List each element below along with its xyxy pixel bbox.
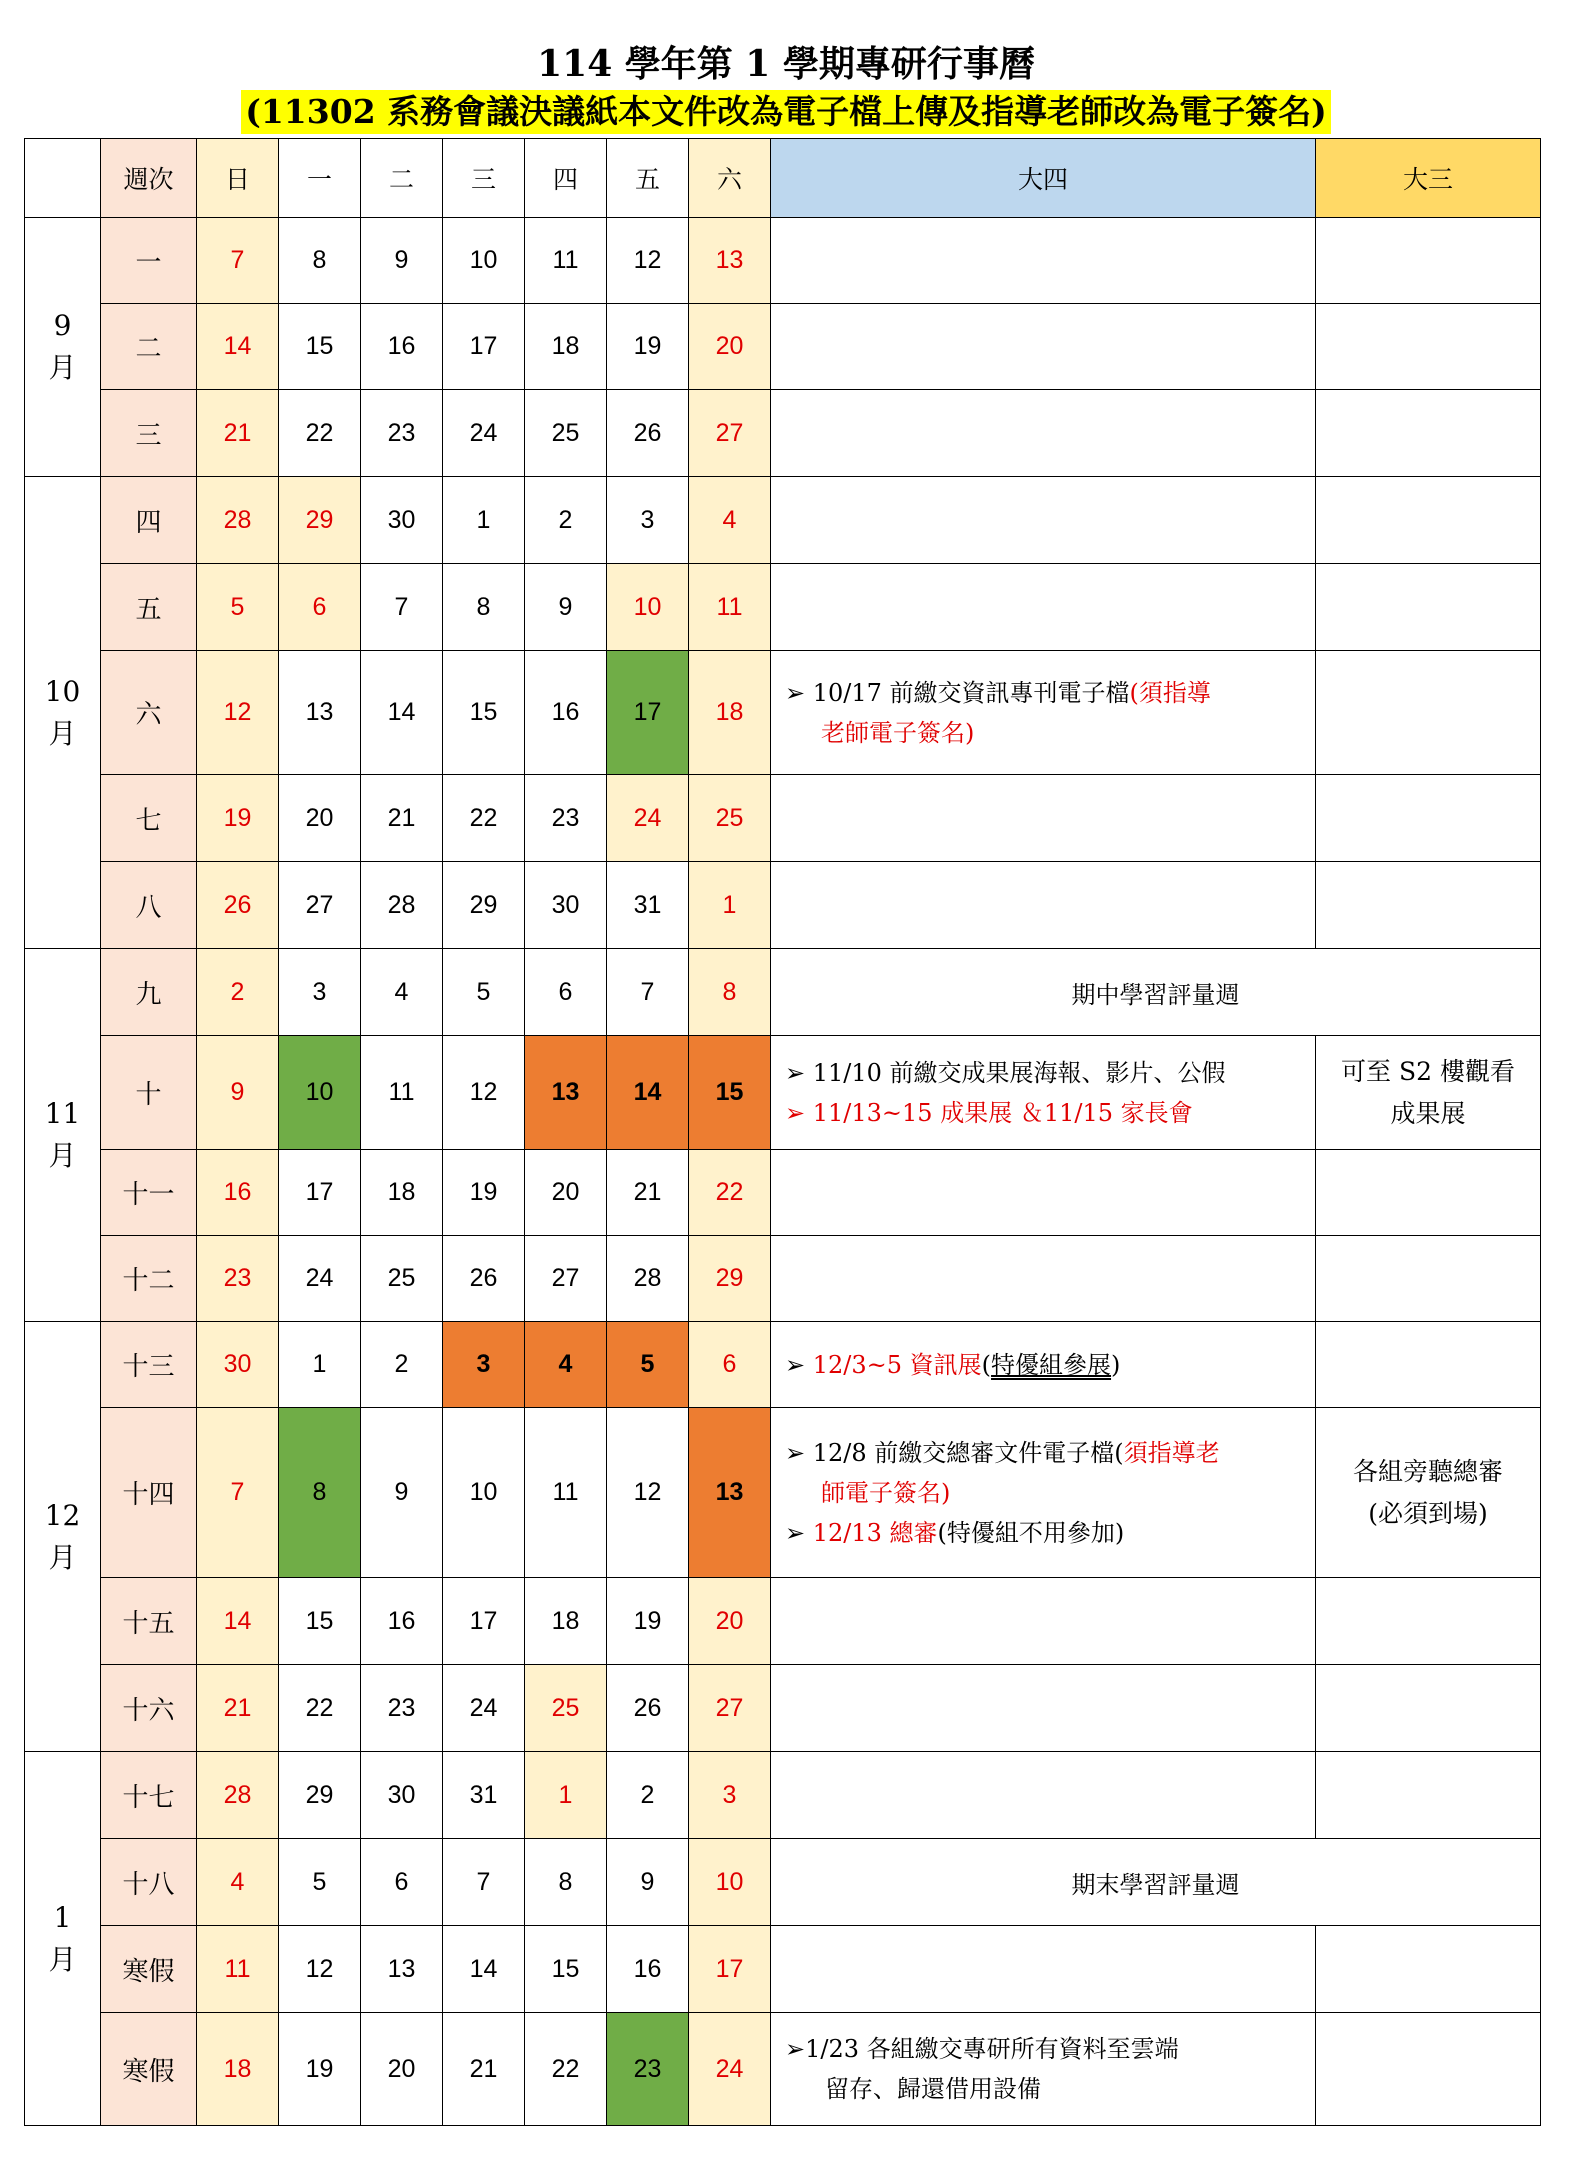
week-label: 十五 (101, 1578, 197, 1665)
week-row (25, 1408, 1541, 1578)
day-cell: 1 (443, 477, 525, 564)
month-nov (25, 949, 101, 1322)
junior-w10-1: 可至 S2 樓觀看 (1341, 1056, 1515, 1086)
week-label: 三 (101, 390, 197, 477)
day-cell: 20 (689, 1578, 771, 1665)
week-label: 一 (101, 218, 197, 304)
day-cell: 22 (443, 775, 525, 862)
week-row (25, 1752, 1541, 1839)
day-cell: 11 (525, 1408, 607, 1578)
month-number: 12 (44, 1498, 81, 1532)
event-w6-b: (須指導 (1129, 678, 1211, 707)
senior-event (771, 1665, 1316, 1752)
junior-event (1316, 1150, 1541, 1236)
month-number: 10 (44, 674, 81, 708)
day-cell: 9 (361, 218, 443, 304)
junior-w14-1: 各組旁聽總審 (1352, 1456, 1503, 1486)
day-cell: 30 (525, 862, 607, 949)
day-cell: 7 (361, 564, 443, 651)
event-w6-a: 10/17 前繳交資訊專刊電子檔 (812, 678, 1130, 707)
day-cell: 25 (525, 390, 607, 477)
month-number: 1 (53, 1900, 72, 1934)
day-cell: 1 (525, 1752, 607, 1839)
day-cell: 9 (197, 1036, 279, 1150)
month-char: 月 (48, 716, 77, 750)
week-row (25, 651, 1541, 775)
week-row (25, 862, 1541, 949)
week-row (25, 1578, 1541, 1665)
day-cell: 25 (689, 775, 771, 862)
header-wed: 三 (443, 139, 525, 218)
day-cell: 21 (443, 2013, 525, 2126)
exam-week-note: 期末學習評量週 (771, 1839, 1541, 1926)
day-cell: 26 (607, 390, 689, 477)
senior-event (771, 564, 1316, 651)
week-label: 十 (101, 1036, 197, 1150)
week-label: 六 (101, 651, 197, 775)
header-thu: 四 (525, 139, 607, 218)
day-cell: 18 (525, 1578, 607, 1665)
junior-event (1316, 1665, 1541, 1752)
day-cell: 19 (443, 1150, 525, 1236)
senior-event (771, 304, 1316, 390)
junior-w14-2: (必須到場) (1368, 1498, 1488, 1528)
header-month (25, 139, 101, 218)
day-cell: 11 (361, 1036, 443, 1150)
senior-event (771, 1236, 1316, 1322)
day-cell: 23 (525, 775, 607, 862)
day-cell: 27 (689, 1665, 771, 1752)
event-w14-b: 須指導老 (1123, 1438, 1220, 1467)
day-cell: 8 (279, 1408, 361, 1578)
junior-event (1316, 1408, 1541, 1578)
day-cell: 14 (197, 304, 279, 390)
event-w13-a: 12/3~5 資訊展 (812, 1350, 982, 1379)
week-row (25, 949, 1541, 1036)
day-cell: 25 (361, 1236, 443, 1322)
day-cell: 21 (197, 1665, 279, 1752)
day-cell: 16 (361, 1578, 443, 1665)
event-w10-a: 11/10 前繳交成果展海報、影片、公假 (812, 1058, 1226, 1087)
day-cell: 7 (443, 1839, 525, 1926)
junior-event (1316, 564, 1541, 651)
day-cell: 18 (361, 1150, 443, 1236)
senior-event (771, 390, 1316, 477)
week-label: 八 (101, 862, 197, 949)
day-cell: 12 (607, 1408, 689, 1578)
senior-event (771, 1752, 1316, 1839)
day-cell: 2 (361, 1322, 443, 1408)
day-cell: 28 (607, 1236, 689, 1322)
day-cell: 12 (279, 1926, 361, 2013)
day-cell: 10 (689, 1839, 771, 1926)
day-cell: 2 (607, 1752, 689, 1839)
week-label: 七 (101, 775, 197, 862)
day-cell: 24 (443, 390, 525, 477)
day-cell: 13 (525, 1036, 607, 1150)
day-cell: 15 (279, 1578, 361, 1665)
junior-event (1316, 2013, 1541, 2126)
calendar-table (24, 138, 1541, 2126)
senior-event: ➢ 12/3~5 資訊展(特優組參展) (771, 1322, 1316, 1408)
day-cell: 28 (197, 1752, 279, 1839)
junior-event (1316, 1236, 1541, 1322)
day-cell: 14 (361, 651, 443, 775)
header-senior: 大四 (771, 139, 1316, 218)
day-cell: 12 (607, 218, 689, 304)
event-w20-a: 1/23 各組繳交專研所有資料至雲端 (805, 2035, 1179, 2063)
day-cell: 19 (197, 775, 279, 862)
week-row (25, 1236, 1541, 1322)
day-cell: 15 (279, 304, 361, 390)
day-cell: 20 (689, 304, 771, 390)
day-cell: 24 (279, 1236, 361, 1322)
day-cell: 4 (197, 1839, 279, 1926)
day-cell: 23 (607, 2013, 689, 2126)
junior-event (1316, 304, 1541, 390)
month-char: 月 (48, 1540, 77, 1574)
day-cell: 28 (361, 862, 443, 949)
day-cell: 9 (525, 564, 607, 651)
day-cell: 8 (689, 949, 771, 1036)
week-label: 五 (101, 564, 197, 651)
day-cell: 10 (443, 218, 525, 304)
day-cell: 21 (197, 390, 279, 477)
day-cell: 23 (361, 1665, 443, 1752)
day-cell: 16 (361, 304, 443, 390)
week-label: 寒假 (101, 1926, 197, 2013)
day-cell: 16 (607, 1926, 689, 2013)
day-cell: 28 (197, 477, 279, 564)
day-cell: 3 (443, 1322, 525, 1408)
day-cell: 21 (361, 775, 443, 862)
week-row (25, 1926, 1541, 2013)
week-row (25, 304, 1541, 390)
week-label: 十八 (101, 1839, 197, 1926)
month-number: 11 (44, 1097, 81, 1130)
day-cell: 3 (607, 477, 689, 564)
day-cell: 12 (197, 651, 279, 775)
day-cell: 13 (689, 218, 771, 304)
month-char: 月 (48, 1942, 77, 1976)
day-cell: 24 (607, 775, 689, 862)
day-cell: 29 (443, 862, 525, 949)
day-cell: 2 (197, 949, 279, 1036)
day-cell: 30 (361, 477, 443, 564)
day-cell: 17 (443, 304, 525, 390)
day-cell: 18 (525, 304, 607, 390)
day-cell: 11 (689, 564, 771, 651)
senior-event: ➢ 12/8 前繳交總審文件電子檔(須指導老 師電子簽名) ➢ 12/13 總審(特優組不用參加) (771, 1408, 1316, 1578)
day-cell: 31 (443, 1752, 525, 1839)
day-cell: 14 (443, 1926, 525, 2013)
day-cell: 5 (197, 564, 279, 651)
senior-event (771, 862, 1316, 949)
week-label: 四 (101, 477, 197, 564)
day-cell: 16 (197, 1150, 279, 1236)
day-cell: 22 (689, 1150, 771, 1236)
week-label: 十一 (101, 1150, 197, 1236)
week-row (25, 2013, 1541, 2126)
junior-event (1316, 1926, 1541, 2013)
day-cell: 27 (279, 862, 361, 949)
day-cell: 7 (197, 218, 279, 304)
day-cell: 22 (279, 390, 361, 477)
senior-event (771, 1150, 1316, 1236)
week-label: 十七 (101, 1752, 197, 1839)
day-cell: 24 (443, 1665, 525, 1752)
day-cell: 4 (525, 1322, 607, 1408)
day-cell: 20 (279, 775, 361, 862)
page-subtitle: (11302 系務會議決議紙本文件改為電子檔上傳及指導老師改為電子簽名) (241, 90, 1331, 134)
junior-event (1316, 390, 1541, 477)
day-cell: 29 (279, 1752, 361, 1839)
day-cell: 24 (689, 2013, 771, 2126)
junior-w10-2: 成果展 (1390, 1098, 1466, 1128)
day-cell: 31 (607, 862, 689, 949)
day-cell: 9 (607, 1839, 689, 1926)
day-cell: 25 (525, 1665, 607, 1752)
senior-event (771, 218, 1316, 304)
event-w13-b: ( (981, 1350, 992, 1379)
day-cell: 15 (689, 1036, 771, 1150)
week-row (25, 1036, 1541, 1150)
event-w14-e: (特優組不用參加) (937, 1518, 1125, 1547)
event-w14-c: 師電子簽名) (821, 1478, 951, 1507)
junior-event (1316, 1578, 1541, 1665)
day-cell: 7 (607, 949, 689, 1036)
day-cell: 6 (689, 1322, 771, 1408)
day-cell: 1 (689, 862, 771, 949)
month-jan (25, 1752, 101, 2126)
junior-event (1316, 775, 1541, 862)
day-cell: 6 (361, 1839, 443, 1926)
junior-event (1316, 477, 1541, 564)
day-cell: 13 (689, 1408, 771, 1578)
day-cell: 8 (525, 1839, 607, 1926)
event-w14-a: 12/8 前繳交總審文件電子檔( (812, 1438, 1124, 1467)
day-cell: 11 (525, 218, 607, 304)
month-char: 月 (48, 351, 77, 384)
week-label: 九 (101, 949, 197, 1036)
senior-event (771, 775, 1316, 862)
exam-week-note: 期中學習評量週 (771, 949, 1541, 1036)
week-row (25, 1665, 1541, 1752)
event-w10-b: 11/13~15 成果展 ＆11/15 家長會 (812, 1098, 1193, 1127)
week-label: 十六 (101, 1665, 197, 1752)
senior-event (771, 1578, 1316, 1665)
day-cell: 6 (279, 564, 361, 651)
day-cell: 3 (279, 949, 361, 1036)
event-w6-c: 老師電子簽名) (821, 718, 975, 747)
day-cell: 26 (443, 1236, 525, 1322)
day-cell: 17 (689, 1926, 771, 2013)
day-cell: 29 (279, 477, 361, 564)
junior-event (1316, 1752, 1541, 1839)
week-label: 寒假 (101, 2013, 197, 2126)
day-cell: 5 (443, 949, 525, 1036)
day-cell: 29 (689, 1236, 771, 1322)
day-cell: 10 (607, 564, 689, 651)
day-cell: 4 (361, 949, 443, 1036)
day-cell: 20 (361, 2013, 443, 2126)
day-cell: 26 (607, 1665, 689, 1752)
day-cell: 7 (197, 1408, 279, 1578)
day-cell: 13 (361, 1926, 443, 2013)
header-row (25, 139, 1541, 218)
week-label: 十二 (101, 1236, 197, 1322)
day-cell: 21 (607, 1150, 689, 1236)
month-number: 9 (53, 309, 72, 342)
day-cell: 1 (279, 1322, 361, 1408)
day-cell: 23 (361, 390, 443, 477)
day-cell: 27 (525, 1236, 607, 1322)
day-cell: 18 (689, 651, 771, 775)
week-row (25, 390, 1541, 477)
day-cell: 14 (197, 1578, 279, 1665)
day-cell: 17 (607, 651, 689, 775)
week-label: 二 (101, 304, 197, 390)
day-cell: 18 (197, 2013, 279, 2126)
day-cell: 19 (607, 1578, 689, 1665)
senior-event: ➢ 11/10 前繳交成果展海報、影片、公假 ➢ 11/13~15 成果展 ＆11/15 家長會 (771, 1036, 1316, 1150)
day-cell: 15 (525, 1926, 607, 2013)
day-cell: 4 (689, 477, 771, 564)
header-week: 週次 (101, 139, 197, 218)
day-cell: 19 (279, 2013, 361, 2126)
day-cell: 10 (443, 1408, 525, 1578)
page-title: 114 學年第 1 學期專研行事曆 (537, 43, 1035, 85)
week-row (25, 1150, 1541, 1236)
day-cell: 23 (197, 1236, 279, 1322)
junior-event (1316, 1322, 1541, 1408)
event-w13-d: ) (1111, 1350, 1121, 1379)
day-cell: 20 (525, 1150, 607, 1236)
day-cell: 30 (361, 1752, 443, 1839)
event-w13-c: 特優組參展 (991, 1350, 1112, 1379)
senior-event: ➢1/23 各組繳交專研所有資料至雲端 留存、歸還借用設備 (771, 2013, 1316, 2126)
day-cell: 11 (197, 1926, 279, 2013)
week-row (25, 1322, 1541, 1408)
day-cell: 10 (279, 1036, 361, 1150)
day-cell: 16 (525, 651, 607, 775)
day-cell: 8 (443, 564, 525, 651)
event-w20-b: 留存、歸還借用設備 (825, 2075, 1041, 2103)
day-cell: 2 (525, 477, 607, 564)
week-row (25, 564, 1541, 651)
day-cell: 14 (607, 1036, 689, 1150)
day-cell: 30 (197, 1322, 279, 1408)
day-cell: 6 (525, 949, 607, 1036)
month-char: 月 (48, 1139, 77, 1172)
week-row (25, 218, 1541, 304)
week-label: 十三 (101, 1322, 197, 1408)
header-fri: 五 (607, 139, 689, 218)
junior-event (1316, 862, 1541, 949)
day-cell: 9 (361, 1408, 443, 1578)
header-sun: 日 (197, 139, 279, 218)
day-cell: 26 (197, 862, 279, 949)
header-sat: 六 (689, 139, 771, 218)
event-w14-d: 12/13 總審 (812, 1518, 938, 1547)
week-row (25, 1839, 1541, 1926)
day-cell: 12 (443, 1036, 525, 1150)
month-oct (25, 477, 101, 949)
junior-event (1316, 1036, 1541, 1150)
day-cell: 5 (607, 1322, 689, 1408)
header-tue: 二 (361, 139, 443, 218)
header-junior: 大三 (1316, 139, 1541, 218)
junior-event (1316, 651, 1541, 775)
day-cell: 19 (607, 304, 689, 390)
junior-event (1316, 218, 1541, 304)
header-mon: 一 (279, 139, 361, 218)
week-row (25, 775, 1541, 862)
day-cell: 8 (279, 218, 361, 304)
senior-event: ➢ 10/17 前繳交資訊專刊電子檔(須指導 老師電子簽名) (771, 651, 1316, 775)
day-cell: 17 (279, 1150, 361, 1236)
day-cell: 17 (443, 1578, 525, 1665)
day-cell: 13 (279, 651, 361, 775)
week-label: 十四 (101, 1408, 197, 1578)
day-cell: 15 (443, 651, 525, 775)
senior-event (771, 477, 1316, 564)
day-cell: 27 (689, 390, 771, 477)
month-sep (25, 218, 101, 477)
senior-event (771, 1926, 1316, 2013)
week-row (25, 477, 1541, 564)
day-cell: 3 (689, 1752, 771, 1839)
day-cell: 22 (279, 1665, 361, 1752)
month-dec (25, 1322, 101, 1752)
day-cell: 5 (279, 1839, 361, 1926)
day-cell: 22 (525, 2013, 607, 2126)
